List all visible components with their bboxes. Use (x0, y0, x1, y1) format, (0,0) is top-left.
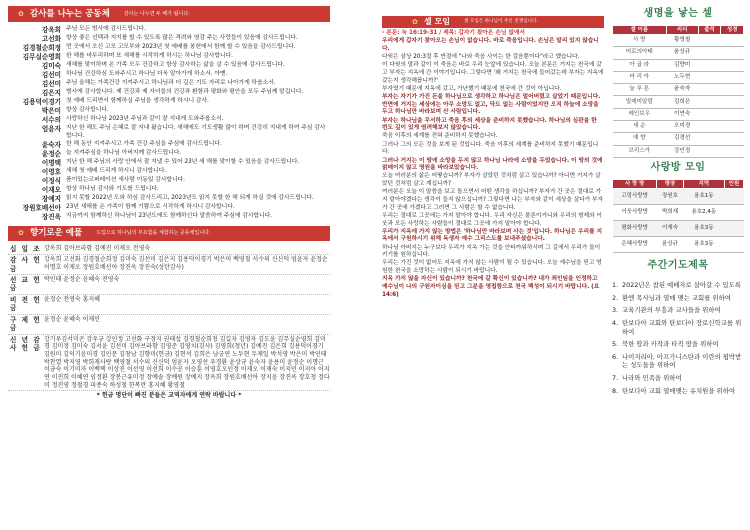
offering-names: 윤정순 윤혜숙 이재인 (44, 315, 100, 323)
offering-names: 강기우김서미곤 강우규 강인정 고선화 구정지 권태섭 김경철순희정 김길자 김영자 김도윤 김무실순영희 김미경 김미정 김미숙 김서윤 김선미 김아브라함 김영준 김영치(김사) 김영희(청년) 김예진 김은희 김용덕이경기 김원미 김익기윤미경 김인문 김창남 김향미(헌금) 김현석 김희은 남궁연 노두현 두재일 박석영 박은미 박인태 박찬열 박지영 박희재사랑 백영철 서수의 신신덕 엄윤자 오영선 우경환 윤상규 윤숙자 윤용미 윤정순 이명근 이금숙 이기미자 이백택 이상진 이선영 이선희 이수공 이승훈 이영호오인정 이재오 이재숙 이지민 이지아 이지연 이진희 이혜연 임정환 장봉근유미정 장예솔 장예원 장예지 장옥희 장원호배선아 장지윤 장진옥 장호청 정다미 정진영 정철경 피종숙 하성철 한복란 홍지혜 황영철 (44, 335, 330, 389)
table-row (613, 236, 744, 252)
thanks-item (8, 150, 330, 158)
thanks-text: 주님 올해는 가족건강 지켜주시고 하나님과 더 깊은 기도 자리로 나아가게 하옵소서. (66, 80, 276, 87)
prayer-text: 환엔 목사님과 열매 맺는 교회를 위하여 (622, 293, 731, 302)
thanks-name: 고선화 (41, 35, 61, 44)
love-room-title: 사랑방 모임 (650, 161, 706, 173)
cell-body (382, 30, 604, 299)
offering-row (8, 315, 330, 335)
cell-leader: 김희은 (666, 96, 698, 108)
table-header-cell: 리더 (666, 26, 698, 35)
cell-leader: 황영철 (666, 35, 698, 47)
thanks-text: 주님 모든 범사에 감사드립니다. (66, 26, 146, 32)
table-header-cell: 성경 (721, 26, 744, 35)
love-room-table-body (613, 188, 744, 252)
prayer-item (612, 281, 744, 290)
cell-bible (721, 84, 744, 96)
thanks-item (8, 168, 330, 176)
thanks-item (8, 89, 330, 97)
thanks-title: 감사를 나누는 공동체 (30, 8, 110, 19)
cell-subtitle: 셀 모임은 하나님이 주신 전쟁입니다. (463, 19, 538, 25)
cell-name: 빌레미알럼 (613, 96, 667, 108)
thanks-text: 사랑하신 하나님 2023년 주님과 같이 잘 지내게 도와주옵소서. (66, 116, 224, 123)
table-header-cell: 사 랑 방 (613, 179, 657, 188)
flowers-note: * 헌금 명단이 빠진 분들은 교역자에게 연락 바랍니다 * (96, 392, 242, 400)
cell-bible (721, 121, 744, 133)
cell-name: 레인보우 (613, 108, 667, 120)
thanks-item (8, 213, 330, 221)
thanks-name: 윤정순 (41, 150, 61, 159)
thanks-item (8, 26, 330, 34)
cell-paragraph: 다윗은 삼상 20:3절 후 반절에 "나와 죽음 사이는 한 걸음뿐이다"라고 했습니다. (382, 54, 580, 61)
cell-paragraph: 부자는 자기가 가진 돈을 하나님으로 생각하고 하나님은 멀어버렸고 살았기 때문입니다. 반면에 거지는 세상에는 아무 소망도 없고, 닥도 없는 사람이었지만 오직 하늘에 소망을 두고 하나님만 바라보며 산 사람입니다. (382, 94, 601, 116)
thanks-text: 한 해를 마무리하며 또 새해를 시작하게 하시는 하나님 감사합니다. (66, 53, 233, 60)
thanks-text: 23년 새해를 온 가족이 함께 기쁨으로 시작하게 하시니 감사합니다. (66, 204, 235, 211)
table-header-cell: 지역 (683, 179, 724, 188)
life-cell-title: 생명을 낳는 셀 (643, 8, 713, 19)
flowers-header (8, 226, 330, 241)
prayer-text: 탄보다아 교회와 탄보다아 장로신학교를 위하여 (622, 318, 742, 336)
flowers-subtitle: 드림으로 하나님의 부요함을 체험하는 공동체입니다. (96, 230, 211, 237)
thanks-name: 장진옥 (41, 213, 61, 222)
cell-paragraph: 여러분은 오늘 이 말씀을 보고 돌으면서 어떤 생각을 하십니까? 부자가 간 곳은 절대로 가지 말아야겠다는 생각이 들지 않으십니까? 그렇다면 나는 부자와 같이 세상을 살다가 부자가 간 곳에 가겠다고 그러면 그 사람은 할 수 없습니다. (382, 189, 604, 211)
cell-leader: 윤상규 (666, 47, 698, 59)
offering-label: 비 전 헌 금 (10, 295, 42, 313)
thanks-text: 범사에 감사합니다. 제 건강과 제 자녀들의 건강과 환함과 평화와 평안을 모두 주님께 맡깁니다. (66, 89, 304, 96)
thanks-text: 지난 한 해 주님의 사랑 안에서 잘 지낼 수 있어 23년 새 해를 맞이할 수 있음을 감사드립니다. (66, 159, 300, 166)
table-row (613, 133, 744, 145)
cell-attendance (698, 59, 721, 71)
cell-attendance (698, 108, 721, 120)
table-header-cell: 셀 이름 (613, 26, 667, 35)
room-name: 고링사랑방 (613, 188, 657, 204)
flowers-title: 향기로운 예물 (30, 227, 83, 238)
thanks-name: 이정식 (41, 177, 61, 186)
cell-bible (721, 47, 744, 59)
thanks-text: 항상 하나님 감사와 기도를 드립니다. (66, 186, 159, 193)
thanks-item (8, 71, 330, 79)
thanks-text: 새해를 맞이하며 온 가족 모두 건강하고 항상 감사하는 삶을 살 수 있음에 감사드립니다. (66, 62, 285, 69)
table-row (613, 59, 744, 71)
cell-name: 브리스가 (613, 145, 667, 157)
cell-paragraph: 부자는 하나님을 무서하고 죽음 후의 세상을 준비하지 못했습니다. 하나님의 심판을 한 번도 깊이 있게 염려해보지 않았습니다. (382, 117, 597, 132)
cell-title: 셀 모임 (424, 16, 450, 26)
thanks-item (8, 159, 330, 167)
offering-names: 박인태 윤정순 윤혜숙 전영숙 (44, 276, 120, 284)
offering-label: 십 일 조 (10, 244, 42, 253)
love-room-table-header (613, 179, 744, 188)
thanks-name: 강옥희 (41, 26, 61, 34)
offering-label: 구 제 헌 금 (10, 315, 42, 333)
thanks-item (8, 195, 330, 203)
thanks-item (8, 44, 330, 52)
cell-leader: 오미경 (666, 121, 698, 133)
offering-row (8, 295, 330, 315)
thanks-item (8, 98, 330, 106)
room-leader: 장원호 (657, 188, 684, 204)
thanks-name: 김선미 (41, 80, 61, 89)
table-row (613, 220, 744, 236)
cell-paragraph: 우리가 지옥에 가지 않는 방법은 '하나님만 바라보며 사는 것'입니다. 하나님은 우리를 지옥에서 구원하시기 위해 독생자 예수 그리스도를 보내주셨습니다. (382, 228, 603, 243)
cell-paragraph: 우리는 절대로 그곳에는 가지 말아야 합니다. 우리 자신은 물론이거니와 우리의 형제와 이웃과 모든 사랑하는 사람들이 절대로 그곳에 가지 말아야 합니다. (382, 212, 602, 227)
cell-attendance (698, 121, 721, 133)
room-name: 이웃사랑방 (613, 204, 657, 220)
thanks-text: 먼 곳에서 오신 고모 고모부와 2023년 첫 예배를 봉헌에서 함께 할 수 있음을 감사드립니다. (66, 44, 296, 51)
thanks-text: 하나님 건강하심 도와주시고 하나님 더욱 알아가게 하소서. 아멘. (66, 71, 228, 78)
thanks-text: 새해 첫 예배 드리게 하시니 감사합니다. (66, 168, 167, 175)
thanks-name: 장예지 (41, 195, 61, 204)
cell-paragraph: 부자였기 때문에 지옥에 갔고, 가난했기 때문에 천국에 간 것이 아닙니다. (382, 85, 562, 92)
thanks-text: 지금까지 함께하신 하나님이 23년도에도 함께하신다 말씀하여 주심에 감사합니다. (66, 213, 272, 220)
thanks-item (8, 141, 330, 149)
thanks-item (8, 35, 330, 43)
cell-name: 아 굽 라 (613, 59, 667, 71)
cell-bible (721, 96, 744, 108)
offering-names: 강옥희 김아브라함 김예진 이재오 전영숙 (44, 244, 151, 252)
thanks-name: 김경철순희정 (22, 44, 61, 53)
thanks-item (8, 116, 330, 124)
table-header-cell: 인원 (724, 179, 743, 188)
room-area: 용호1동 (683, 188, 724, 204)
life-cell-table-header (613, 26, 744, 35)
cell-attendance (698, 71, 721, 83)
prayer-title: 주간기도제목 (647, 259, 709, 271)
cell-attendance (698, 133, 721, 145)
cell-bible (721, 108, 744, 120)
room-area: 용호3동 (683, 236, 724, 252)
cell-paragraphs (382, 38, 604, 299)
thanks-item (8, 53, 330, 61)
prayer-number: 3. (612, 306, 619, 315)
thanks-name: 김미숙 (41, 62, 61, 71)
prayer-item (612, 387, 744, 396)
thanks-name: 박은미 (41, 107, 61, 116)
cell-name: 예 향 (613, 133, 667, 145)
prayer-item (612, 319, 744, 336)
table-row (613, 145, 744, 157)
prayer-text: 나이지리아, 아프가니스탄과 이란의 핍박받는 성도들을 위하여 (622, 352, 742, 370)
room-name: 은혜사랑방 (613, 236, 657, 252)
cell-name: 사 랑 (613, 35, 667, 47)
cell-lead: - 본문: 눅 16:19-31 / 제목: 갑자기 찾아온 손님 없애서 (382, 30, 525, 36)
life-cell-table-body (613, 35, 744, 158)
cell-leader: 이연숙 (666, 108, 698, 120)
cell-attendance (698, 145, 721, 157)
thanks-text: 읽지 못할 2022년 도와 하심 감사드리고, 2023년도 읽지 못할 한 해 되게 하실 것에 감사드립니다. (66, 195, 314, 202)
cell-name: 마 리 아 (613, 71, 667, 83)
thanks-name: 윤숙자 (41, 141, 61, 150)
flowers-list (8, 244, 330, 392)
cell-leader: 강인정 (666, 145, 698, 157)
cell-bible (721, 133, 744, 145)
room-count (724, 188, 743, 204)
thanks-text: 지난 한 해도 주님 은혜로 잘 지내 왔습니다. 새해에도 기도생활 많이 하며 건강히 지내게 하여 주심 감사합니다. (66, 125, 326, 139)
thanks-item (8, 204, 330, 212)
thanks-text: 첫 예배 드리면서 함께하실 주님을 생각하게 하시니 감사. (66, 98, 209, 105)
cell-paragraph: 죽음 이후의 세계를 전혀 준비하지 못했습니다. (382, 133, 498, 140)
table-row (613, 121, 744, 133)
room-count (724, 236, 743, 252)
thanks-name: 이재오 (41, 186, 61, 195)
thanks-text: 항상 감사합니다. (66, 107, 109, 114)
thanks-name: 장원호배선아 (22, 204, 61, 213)
prayer-item (612, 374, 744, 383)
thanks-name: 이영호 (41, 168, 61, 177)
thanks-name: 서수의 (41, 116, 61, 125)
thanks-text: 한 해 동안 지켜주시고 가족 건강 주심을 주심에 감사드립니다. (66, 141, 222, 148)
prayer-text: 2022년은 참된 예배자로 살아갈 수 있도록 (622, 280, 742, 289)
thanks-item (8, 125, 330, 140)
cell-attendance (698, 35, 721, 47)
cell-leader: 노두현 (666, 71, 698, 83)
flower-icon: ✿ (18, 228, 24, 237)
middle-column (382, 16, 604, 524)
cell-header (382, 16, 604, 28)
thanks-name: 이명택 (41, 159, 61, 168)
cell-attendance (698, 84, 721, 96)
table-header-cell: 방장 (657, 179, 684, 188)
prayer-item (612, 353, 744, 370)
prayer-item (612, 294, 744, 303)
cell-bible (721, 71, 744, 83)
life-cell-table (612, 25, 744, 158)
cell-leader: 김향미 (666, 59, 698, 71)
prayer-number: 7. (612, 374, 619, 383)
prayer-number: 5. (612, 340, 619, 349)
prayer-number: 1. (612, 280, 619, 289)
offering-row (8, 255, 330, 275)
offering-row (8, 275, 330, 295)
offering-label: 선 교 헌 금 (10, 276, 42, 293)
table-row (613, 35, 744, 47)
right-column (612, 8, 744, 524)
thanks-item (8, 107, 330, 115)
thanks-text: 품이있는코퍼레이션 새사람 이동일 감사합니다. (66, 177, 185, 184)
room-leader: 이재숙 (657, 220, 684, 236)
cell-paragraph: 우리에게 갑자기 찾아오는 손님이 없습니다. 바로 죽음입니다. 손님은 말리 있지 않습니다. (382, 38, 599, 52)
prayer-number: 2. (612, 293, 619, 302)
cell-paragraph: 그러나 그의 모든 것을 보게 된 것입니다. 죽음 이후의 세계를 준비하지 못했기 때문입니다. (382, 141, 599, 156)
thanks-header (8, 6, 330, 22)
prayer-list (612, 281, 744, 395)
offering-names: 강옥희 고선화 김경철순희정 김미숙 김선미 김은지 김용덕이경기 박은미 백영철 서수의 신신덕 엄윤자 윤정순 이명호 이재오 장원호배선아 장진옥 장진숙(성탄감사) (44, 256, 328, 271)
prayer-text: 교육기관의 부흥과 교사들을 위하여 (622, 306, 721, 315)
offering-label: 감 사 헌 금 (10, 256, 42, 273)
table-row (613, 96, 744, 108)
offering-row (8, 244, 330, 255)
prayer-number: 4. (612, 318, 619, 327)
offering-names: 윤정순 전영숙 홍지혜 (44, 295, 100, 303)
prayer-text: 북한 땅과 카작과 타직 땅을 위하여 (622, 340, 719, 349)
thanks-item (8, 80, 330, 88)
cell-attendance (698, 47, 721, 59)
cell-bible (721, 145, 744, 157)
table-header-cell: 출석 (698, 26, 721, 35)
thanks-text: 항상 좋은 선택과 지지를 할 수 있도록 많은 격려와 염감 주는 사랑들이 있음에 감사드립니다. (66, 35, 298, 42)
thanks-name: 김은지 (41, 89, 61, 98)
room-name: 평화사랑방 (613, 220, 657, 236)
room-area: 용호2,4동 (683, 204, 724, 220)
flower-icon: ✿ (412, 18, 418, 26)
cell-paragraph: 하나님 아버지는 누구보다 우리가 지옥 가는 것을 안타까워하시며 그 길에서 우리가 돌이키기를 원하십니다. (382, 244, 601, 259)
prayer-number: 6. (612, 352, 619, 361)
thanks-subtitle: 감사는 나누면 두 배가 됩니다. (123, 10, 190, 17)
cell-paragraph: 그러나 거지는 이 땅에 소망을 두지 않고 하나님 나라에 소망을 두었습니다. 이 땅의 것에 얽매이지 않고 영원을 바라보았습니다. (382, 157, 603, 172)
prayer-item (612, 340, 744, 349)
room-area: 용호3동 (683, 220, 724, 236)
table-row (613, 188, 744, 204)
table-row (613, 204, 744, 220)
thanks-name: 김무실순영희 (22, 53, 61, 62)
love-room-table (612, 179, 744, 253)
cell-paragraph: 지옥 가지 않을 자신이 있습니까? 천국에 갈 확신이 있습니까? 내가 죄인임을 인정하고 예수님이 나의 구원자이심을 믿고 그분을 영접함으로 천국 백성이 되시기 바랍니다. (요14:6) (382, 276, 600, 298)
room-leader: 박희재 (657, 204, 684, 220)
room-count (724, 220, 743, 236)
prayer-number: 8. (612, 386, 619, 395)
cell-paragraph: 이 다윗의 말과 같이 이 죽음은 바로 우리 눈앞에 있습니다. 오늘 본문은 거지는 천국에 갔고 부자는 지옥에 간 이야기입니다. 그렇다면 '왜 거지는 천국에 들어갔는데 부자는 지옥에 갔는지 생각해봅니까?' (382, 62, 604, 84)
table-row (613, 47, 744, 59)
offering-label: 신 년 감 사 헌 금 (10, 335, 42, 353)
thanks-name: 김선미 (41, 71, 61, 80)
thanks-item (8, 186, 330, 194)
left-column (8, 6, 330, 524)
room-leader: 윤상규 (657, 236, 684, 252)
thanks-item (8, 177, 330, 185)
prayer-text: 탄보다아 교회 열매맺는 유치원을 위하여 (622, 386, 736, 395)
cell-paragraph: 오늘 여러분의 삶은 어떻습니까? 부자가 살았던 것처럼 살고 있습니까? 아니면 거지가 살았던 것처럼 살고 계십니까? (382, 173, 601, 188)
cell-bible (721, 59, 744, 71)
prayer-text: 나라와 민족을 위하여 (622, 374, 682, 383)
thanks-text: 늘 지켜주심을 하나님 아버지께 감사드립니다. (66, 150, 182, 157)
cell-bible (721, 35, 744, 47)
thanks-name: 김용덕이경기 (22, 98, 61, 107)
thanks-list (8, 26, 330, 222)
prayer-item (612, 306, 744, 315)
cell-paragraph: 우리는 가진 것이 없어도 지옥에 가지 않는 사람이 될 수 있습니다. 오늘 예수님을 믿고 영원한 천국을 소망하는 사람이 되시기 바랍니다. (382, 260, 602, 275)
flower-icon: ✿ (18, 10, 24, 18)
table-row (613, 71, 744, 83)
cell-attendance (698, 96, 721, 108)
table-row (613, 84, 744, 96)
cell-name: 새 순 (613, 121, 667, 133)
cell-name: 어로의아태 (613, 47, 667, 59)
room-count (724, 204, 743, 220)
thanks-name: 엄윤자 (41, 125, 61, 134)
offering-row (8, 335, 330, 392)
cell-leader: 김경선 (666, 133, 698, 145)
cell-name: 눌 푸 른 (613, 84, 667, 96)
table-row (613, 108, 744, 120)
cell-leader: 윤숙자 (666, 84, 698, 96)
thanks-item (8, 62, 330, 70)
